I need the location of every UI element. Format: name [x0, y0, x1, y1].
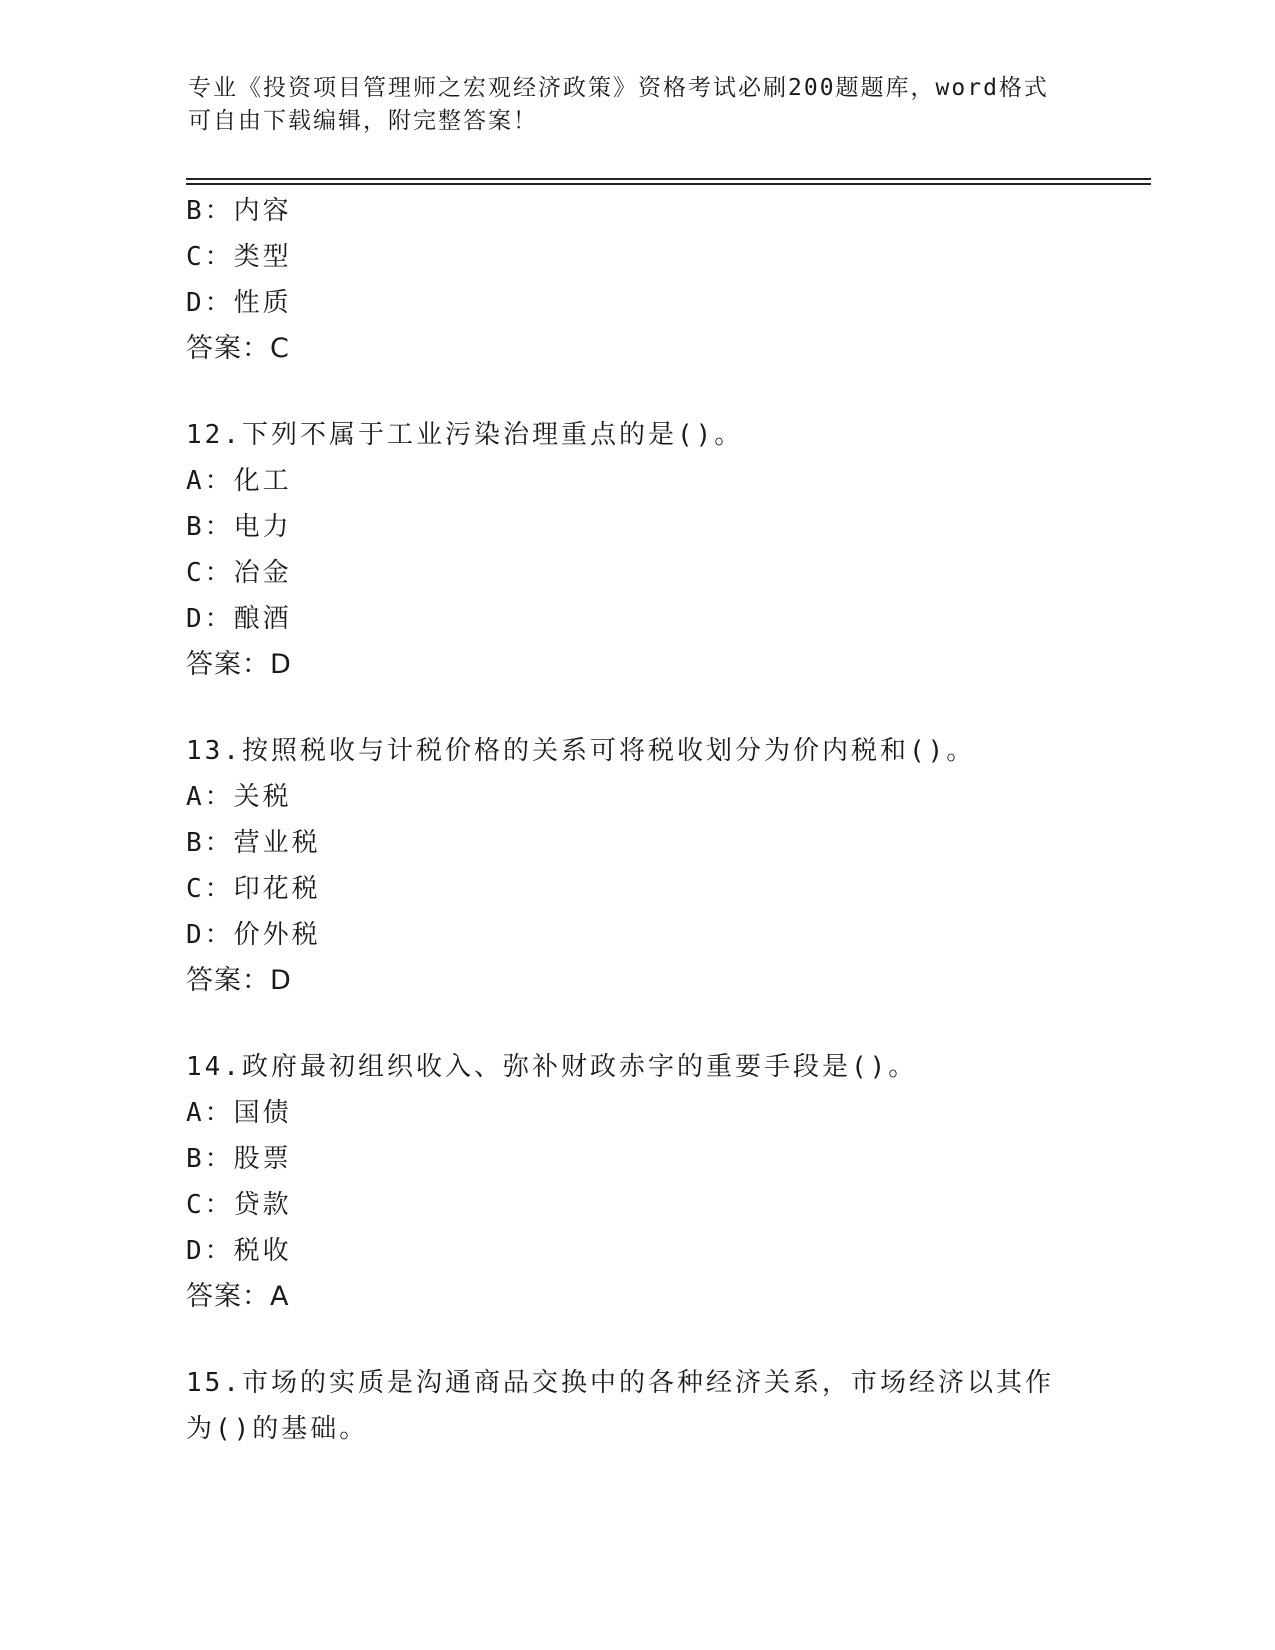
- question-text: 13.按照税收与计税价格的关系可将税收划分为价内税和()。: [186, 736, 976, 766]
- question-text: 12.下列不属于工业污染治理重点的是()。: [186, 420, 744, 450]
- option-c: C：贷款: [186, 1190, 292, 1220]
- answer: 答案：A: [186, 1281, 290, 1312]
- question-14: [186, 1044, 1086, 1320]
- question-15: [186, 1360, 1086, 1452]
- option-b: B：营业税: [186, 828, 321, 858]
- option-d: D：酿酒: [186, 604, 292, 634]
- question-list: [186, 188, 1086, 1452]
- answer: 答案：C: [186, 333, 290, 364]
- question-11-continued: [186, 188, 1086, 372]
- option-d: D：性质: [186, 288, 292, 318]
- question-text: 15.市场的实质是沟通商品交换中的各种经济关系，市场经济以其作为()的基础。: [186, 1368, 1054, 1444]
- option-d: D：价外税: [186, 920, 321, 950]
- option-b: B：电力: [186, 512, 292, 542]
- option-c: C：印花税: [186, 874, 321, 904]
- header-rule-top: [186, 178, 1151, 180]
- header-rule-bottom: [186, 183, 1151, 185]
- option-c: C：类型: [186, 242, 292, 272]
- option-d: D：税收: [186, 1236, 292, 1266]
- question-12: [186, 412, 1086, 688]
- option-b: B：内容: [186, 196, 292, 226]
- option-a: A：关税: [186, 782, 292, 812]
- option-b: B：股票: [186, 1144, 292, 1174]
- option-c: C：冶金: [186, 558, 292, 588]
- option-a: A：国债: [186, 1098, 292, 1128]
- question-text: 14.政府最初组织收入、弥补财政赤字的重要手段是()。: [186, 1052, 918, 1082]
- question-13: [186, 728, 1086, 1004]
- answer: 答案：D: [186, 965, 292, 996]
- option-a: A：化工: [186, 466, 292, 496]
- answer: 答案：D: [186, 649, 292, 680]
- page-header: 专业《投资项目管理师之宏观经济政策》资格考试必刷200题题库，word格式可自由下载编辑，附完整答案！: [188, 75, 1049, 134]
